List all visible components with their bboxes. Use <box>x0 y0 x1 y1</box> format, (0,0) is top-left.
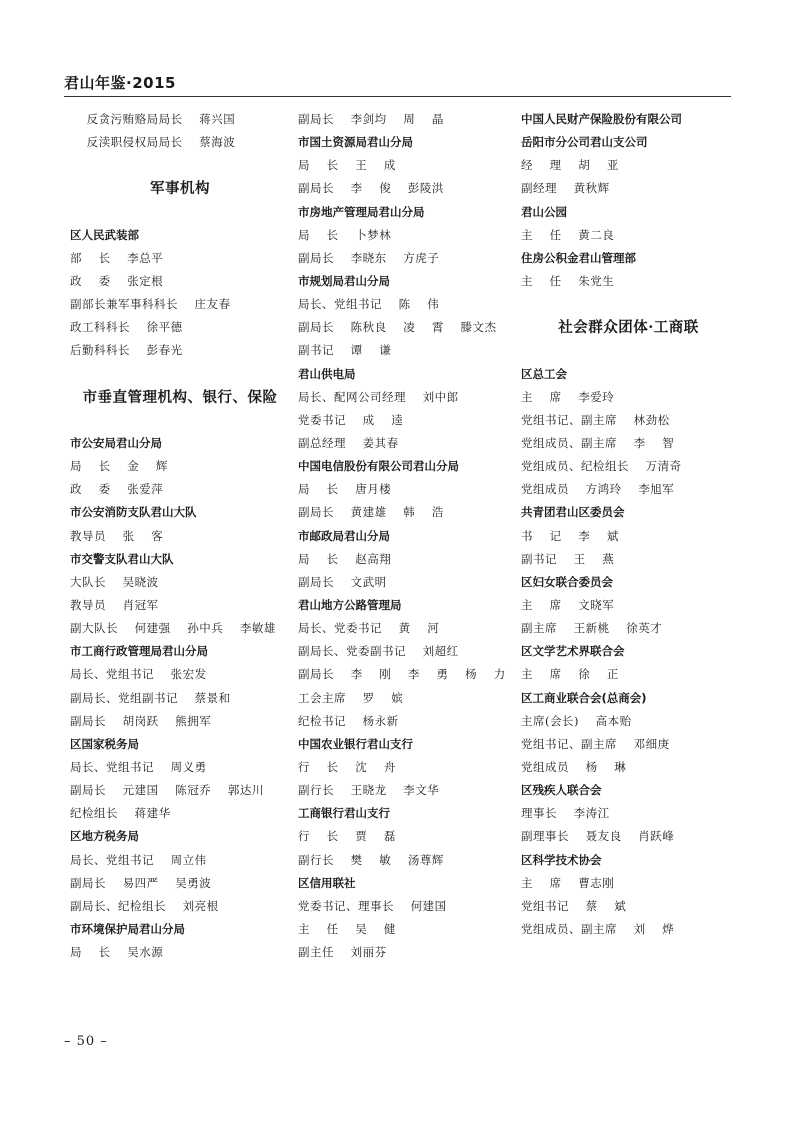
person-entry: 主 席 徐 正 <box>521 667 619 682</box>
person-entry: 副理事长 聂友良 肖跃峰 <box>521 829 675 844</box>
person-entry: 部 长 李总平 <box>70 250 164 265</box>
person-entry: 党组书记 蔡 斌 <box>521 898 627 913</box>
section-heading: 市垂直管理机构、银行、保险 <box>82 388 278 406</box>
org-heading: 中国农业银行君山支行 <box>298 736 413 751</box>
org-heading: 区工商业联合会(总商会) <box>521 690 647 705</box>
person-entry: 党组成员、纪检组长 万清奇 <box>521 459 682 474</box>
person-entry: 党委书记 成 逵 <box>298 412 404 427</box>
org-heading: 区人民武装部 <box>70 227 139 242</box>
person-entry: 局 长 唐月楼 <box>298 482 392 497</box>
person-entry: 局长、党组书记 周义勇 <box>70 759 207 774</box>
page-number: – 50 – <box>64 1034 108 1049</box>
org-heading: 市工商行政管理局君山分局 <box>70 644 208 659</box>
org-heading: 市邮政局君山分局 <box>298 528 390 543</box>
person-entry: 党委书记、理事长 何建国 <box>298 898 447 913</box>
person-entry: 党组成员、副主席 刘 烨 <box>521 921 675 936</box>
person-entry: 主 任 吴 健 <box>298 921 396 936</box>
person-entry: 纪检组长 蒋建华 <box>70 806 171 821</box>
person-entry: 局长、党组书记 周立伟 <box>70 852 207 867</box>
person-entry: 主 席 文晓军 <box>521 597 615 612</box>
person-entry: 党组成员 方鸿玲 李旭军 <box>521 482 675 497</box>
org-heading: 岳阳市分公司君山支公司 <box>521 135 648 150</box>
person-entry: 主 任 黄二良 <box>521 227 615 242</box>
person-entry: 副局长 李 刚 李 勇 杨 力 <box>298 667 506 682</box>
org-heading: 市公安局君山分局 <box>70 435 162 450</box>
person-entry: 副局长 李 俊 彭陵洪 <box>298 181 444 196</box>
person-entry: 反贪污贿赂局局长 蒋兴国 <box>70 112 236 126</box>
org-heading: 市公安消防支队君山大队 <box>70 505 197 520</box>
person-entry: 副书记 谭 谦 <box>298 343 392 358</box>
running-header: 君山年鉴·2015 <box>64 74 176 92</box>
person-entry: 副主任 刘丽芬 <box>298 945 387 960</box>
person-entry: 政工科科长 徐平德 <box>70 320 183 335</box>
person-entry: 主席(会长) 高本贻 <box>521 713 632 728</box>
person-entry: 副局长 胡岗跃 熊拥军 <box>70 713 212 728</box>
person-entry: 副局长 文武明 <box>298 574 387 589</box>
person-entry: 后勤科科长 彭春光 <box>70 343 183 358</box>
person-entry: 理事长 李涛江 <box>521 806 610 821</box>
org-heading: 区总工会 <box>521 366 567 381</box>
org-heading: 君山公园 <box>521 204 567 219</box>
person-entry: 主 席 曹志刚 <box>521 875 615 890</box>
section-heading: 军事机构 <box>150 180 210 198</box>
person-entry: 副局长 黄建雄 韩 浩 <box>298 505 444 520</box>
org-heading: 区文学艺术界联合会 <box>521 644 625 659</box>
org-heading: 区科学技术协会 <box>521 852 602 867</box>
org-heading: 中国电信股份有限公司君山分局 <box>298 459 459 474</box>
org-heading: 市房地产管理局君山分局 <box>298 204 425 219</box>
person-entry: 政 委 张爱萍 <box>70 482 164 497</box>
person-entry: 局 长 卜梦林 <box>298 227 392 242</box>
org-heading: 市交警支队君山大队 <box>70 551 174 566</box>
spacer <box>70 201 290 224</box>
person-entry: 副局长 元建国 陈冠乔 郭达川 <box>70 783 264 798</box>
org-heading: 工商银行君山支行 <box>298 806 390 821</box>
person-entry: 行 长 贾 磊 <box>298 829 396 844</box>
person-entry: 副大队长 何建强 孙中兵 李敏雄 <box>70 621 276 636</box>
person-entry: 局长、党组书记 张宏发 <box>70 667 207 682</box>
column-2 <box>298 108 513 964</box>
person-entry: 教导员 肖冠军 <box>70 597 159 612</box>
person-entry: 主 席 李爱玲 <box>521 389 615 404</box>
person-entry: 副总经理 姜其春 <box>298 435 399 450</box>
person-entry: 副局长 李晓东 方虎子 <box>298 250 440 265</box>
person-entry: 党组书记、副主席 邓细庚 <box>521 736 670 751</box>
org-heading: 君山供电局 <box>298 366 356 381</box>
org-heading: 区信用联社 <box>298 875 356 890</box>
person-entry: 党组成员、副主席 李 智 <box>521 435 675 450</box>
spacer <box>521 339 736 362</box>
person-entry: 副行长 樊 敏 汤尊辉 <box>298 852 444 867</box>
person-entry: 党组成员 杨 琳 <box>521 759 627 774</box>
org-heading: 市规划局君山分局 <box>298 273 390 288</box>
org-heading: 君山地方公路管理局 <box>298 597 402 612</box>
person-entry: 副局长 陈秋良 凌 霄 滕文杰 <box>298 320 497 335</box>
org-heading: 市国土资源局君山分局 <box>298 135 413 150</box>
person-entry: 反渎职侵权局局长 蔡海波 <box>70 135 236 150</box>
spacer <box>70 363 290 386</box>
person-entry: 副局长、党组副书记 蔡景和 <box>70 690 231 705</box>
person-entry: 局 长 王 成 <box>298 158 396 173</box>
person-entry: 局长、党委书记 黄 河 <box>298 621 440 636</box>
org-heading: 共青团君山区委员会 <box>521 505 625 520</box>
person-entry: 副部长兼军事科科长 庄友春 <box>70 297 231 312</box>
org-heading: 中国人民财产保险股份有限公司 <box>521 112 682 126</box>
person-entry: 局长、配网公司经理 刘中郎 <box>298 389 459 404</box>
column-3 <box>521 108 736 941</box>
person-entry: 局 长 赵高翔 <box>298 551 392 566</box>
spacer <box>70 409 290 432</box>
person-entry: 局长、党组书记 陈 伟 <box>298 297 440 312</box>
section-heading: 社会群众团体·工商联 <box>558 319 699 337</box>
person-entry: 局 长 吴水源 <box>70 945 164 960</box>
person-entry: 局 长 金 辉 <box>70 459 168 474</box>
org-heading: 区国家税务局 <box>70 736 139 751</box>
person-entry: 副行长 王晓龙 李文华 <box>298 783 440 798</box>
person-entry: 副书记 王 燕 <box>521 551 615 566</box>
person-entry: 副经理 黄秋辉 <box>521 181 610 196</box>
person-entry: 政 委 张定根 <box>70 273 164 288</box>
person-entry: 书 记 李 斌 <box>521 528 619 543</box>
person-entry: 副局长 易四严 吴勇波 <box>70 875 212 890</box>
org-heading: 区妇女联合委员会 <box>521 574 613 589</box>
person-entry: 副主席 王新桃 徐英才 <box>521 621 663 636</box>
person-entry: 行 长 沈 舟 <box>298 759 396 774</box>
org-heading: 区残疾人联合会 <box>521 783 602 798</box>
org-heading: 住房公积金君山管理部 <box>521 250 636 265</box>
spacer <box>70 154 290 177</box>
person-entry: 大队长 吴晓波 <box>70 574 159 589</box>
person-entry: 副局长、党委副书记 刘超红 <box>298 644 459 659</box>
person-entry: 纪检书记 杨永新 <box>298 713 399 728</box>
person-entry: 党组书记、副主席 林劲松 <box>521 412 670 427</box>
column-1 <box>70 108 290 964</box>
person-entry: 主 任 朱党生 <box>521 273 615 288</box>
person-entry: 教导员 张 客 <box>70 528 164 543</box>
person-entry: 工会主席 罗 嫔 <box>298 690 404 705</box>
spacer <box>521 293 736 316</box>
org-heading: 市环境保护局君山分局 <box>70 921 185 936</box>
header-rule <box>64 96 731 97</box>
org-heading: 区地方税务局 <box>70 829 139 844</box>
person-entry: 副局长、纪检组长 刘亮根 <box>70 898 219 913</box>
person-entry: 副局长 李剑均 周 晶 <box>298 112 444 126</box>
person-entry: 经 理 胡 亚 <box>521 158 619 173</box>
